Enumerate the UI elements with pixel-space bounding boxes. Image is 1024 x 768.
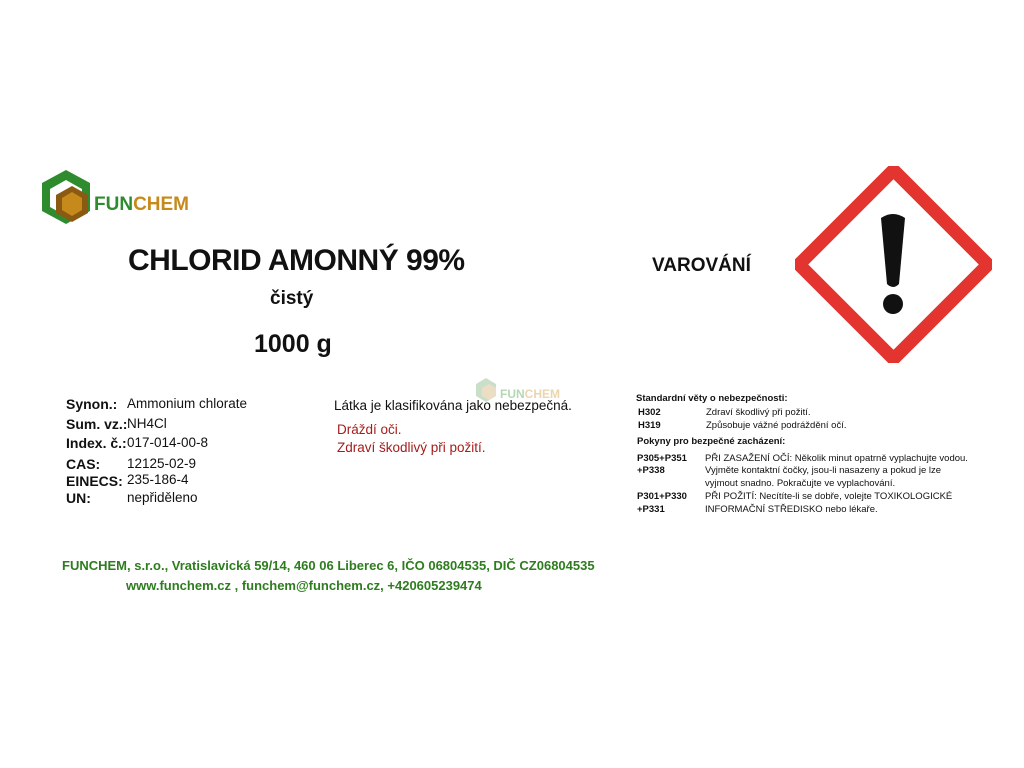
prop-value-index: 017-014-00-8 xyxy=(127,435,209,450)
product-grade: čistý xyxy=(270,288,314,309)
product-title: CHLORID AMONNÝ 99% xyxy=(128,244,465,277)
precaution-code: +P331 xyxy=(637,504,665,515)
prop-label-einecs: EINECS: xyxy=(66,473,123,489)
precaution-code: P305+P351 xyxy=(637,453,687,464)
company-contacts: www.funchem.cz , funchem@funchem.cz, +420605239474 xyxy=(126,578,482,593)
company-logo xyxy=(38,168,218,226)
classification-statement: Látka je klasifikována jako nebezpečná. xyxy=(334,398,572,413)
prop-label-synonym: Synon.: xyxy=(66,396,118,412)
hazard-code: H302 xyxy=(638,407,661,418)
prop-label-un: UN: xyxy=(66,490,91,506)
precaution-code: P301+P330 xyxy=(637,491,687,502)
prop-value-synonym: Ammonium chlorate xyxy=(127,396,248,411)
precaution-text: PŘI POŽITÍ: Necítíte-li se dobře, volejte TOXIKOLOGICKÉ xyxy=(705,491,953,502)
prop-label-formula: Sum. vz.: xyxy=(66,416,128,432)
hazard-text: Způsobuje vážné podráždění očí. xyxy=(706,420,847,431)
hazard-text: Zdraví škodlivý při požití. xyxy=(706,407,811,418)
prop-value-formula: NH4Cl xyxy=(127,416,167,431)
precaution-text: INFORMAČNÍ STŘEDISKO nebo lékaře. xyxy=(705,504,878,515)
prop-label-cas: CAS: xyxy=(66,456,101,472)
prop-value-einecs: 235-186-4 xyxy=(127,472,189,487)
exclamation-mark-hazard-icon xyxy=(795,166,992,363)
prop-value-un: nepřiděleno xyxy=(127,490,198,505)
hazard-text-eye: Dráždí oči. xyxy=(337,422,402,437)
watermark-text-chem: CHEM xyxy=(524,387,561,401)
hazard-text-ingestion: Zdraví škodlivý při požití. xyxy=(337,440,486,455)
svg-text:FUNCHEM xyxy=(94,194,189,215)
precaution-code: +P338 xyxy=(637,465,665,476)
signal-word: VAROVÁNÍ xyxy=(652,255,751,276)
precaution-text: vyjmout snadno. Pokračujte ve vyplachování. xyxy=(705,478,896,489)
precaution-text: Vyjměte kontaktní čočky, jsou-li nasazeny a pokud je lze xyxy=(705,465,942,476)
logo-text-fun: FUN xyxy=(94,194,134,215)
hazard-code: H319 xyxy=(638,420,661,431)
prop-value-cas: 12125-02-9 xyxy=(127,456,197,471)
ghs-pictogram xyxy=(795,166,992,363)
logo-text-chem: CHEM xyxy=(133,194,190,215)
company-address: FUNCHEM, s.r.o., Vratislavická 59/14, 460 06 Liberec 6, IČO 06804535, DIČ CZ06804535 xyxy=(62,558,595,573)
product-amount: 1000 g xyxy=(254,330,332,358)
hazard-statements-heading: Standardní věty o nebezpečnosti: xyxy=(636,393,788,404)
prop-label-index: Index. č.: xyxy=(66,435,127,451)
watermark-text-fun: FUN xyxy=(500,387,525,401)
precautionary-statements-heading: Pokyny pro bezpečné zacházení: xyxy=(637,436,786,447)
precaution-text: PŘI ZASAŽENÍ OČÍ: Několik minut opatrně vyplachujte vodou. xyxy=(705,453,968,464)
hexagon-logo-icon xyxy=(38,168,218,226)
